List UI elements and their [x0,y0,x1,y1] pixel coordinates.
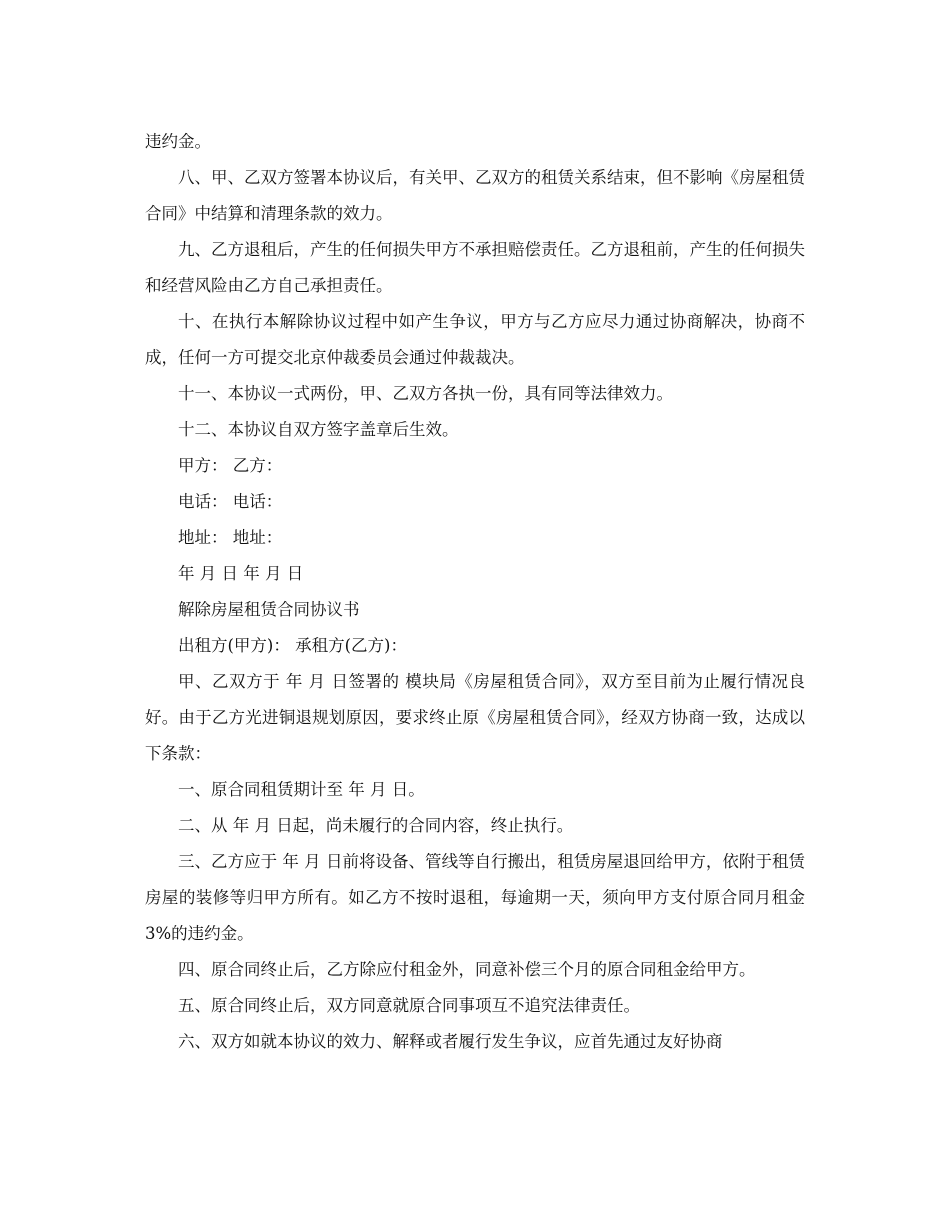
paragraph-clause-10: 十、在执行本解除协议过程中如产生争议，甲方与乙方应尽力通过协商解决，协商不成，任何一方可提交北京仲裁委员会通过仲裁裁决。 [145,312,805,367]
signature-address-line: 地址： 地址： [178,528,283,547]
paragraph-clause-6: 六、双方如就本协议的效力、解释或者履行发生争议，应首先通过友好协商 [178,1032,723,1051]
signature-parties-line: 甲方： 乙方： [178,456,283,475]
lessor-lessee-line: 出租方(甲方)： 承租方(乙方)： [178,636,407,655]
paragraph-clause-11: 十一、本协议一式两份，甲、乙双方各执一份，具有同等法律效力。 [178,384,673,403]
paragraph-clause-8: 八、甲、乙双方签署本协议后，有关甲、乙双方的租赁关系结束，但不影响《房屋租赁合同》中结算和清理条款的效力。 [145,168,805,223]
paragraph-clause-5: 五、原合同终止后，双方同意就原合同事项互不追究法律责任。 [178,996,640,1015]
paragraph-clause-12: 十二、本协议自双方签字盖章后生效。 [178,420,459,439]
agreement-title: 解除房屋租赁合同协议书 [178,600,360,619]
signature-phone-line: 电话： 电话： [178,492,283,511]
paragraph-clause-2: 二、从 年 月 日起，尚未履行的合同内容，终止执行。 [178,816,574,835]
paragraph-breach-fee-end: 违约金。 [145,132,211,151]
paragraph-clause-3: 三、乙方应于 年 月 日前将设备、管线等自行搬出，租赁房屋退回给甲方，依附于租赁房屋的装修等归甲方所有。如乙方不按时退租，每逾期一天，须向甲方支付原合同月租金 3%的违约金。 [145,852,805,943]
signature-date-line: 年 月 日 年 月 日 [178,564,304,583]
paragraph-preamble: 甲、乙双方于 年 月 日签署的 模块局《房屋租赁合同》，双方至目前为止履行情况良好。由于乙方光进铜退规划原因，要求终止原《房屋租赁合同》，经双方协商一致，达成以下条款： [145,672,805,763]
document-body [145,124,805,1060]
paragraph-clause-4: 四、原合同终止后，乙方除应付租金外，同意补偿三个月的原合同租金给甲方。 [178,960,756,979]
paragraph-clause-9: 九、乙方退租后，产生的任何损失甲方不承担赔偿责任。乙方退租前，产生的任何损失和经营风险由乙方自己承担责任。 [145,240,805,295]
paragraph-clause-1: 一、原合同租赁期计至 年 月 日。 [178,780,425,799]
